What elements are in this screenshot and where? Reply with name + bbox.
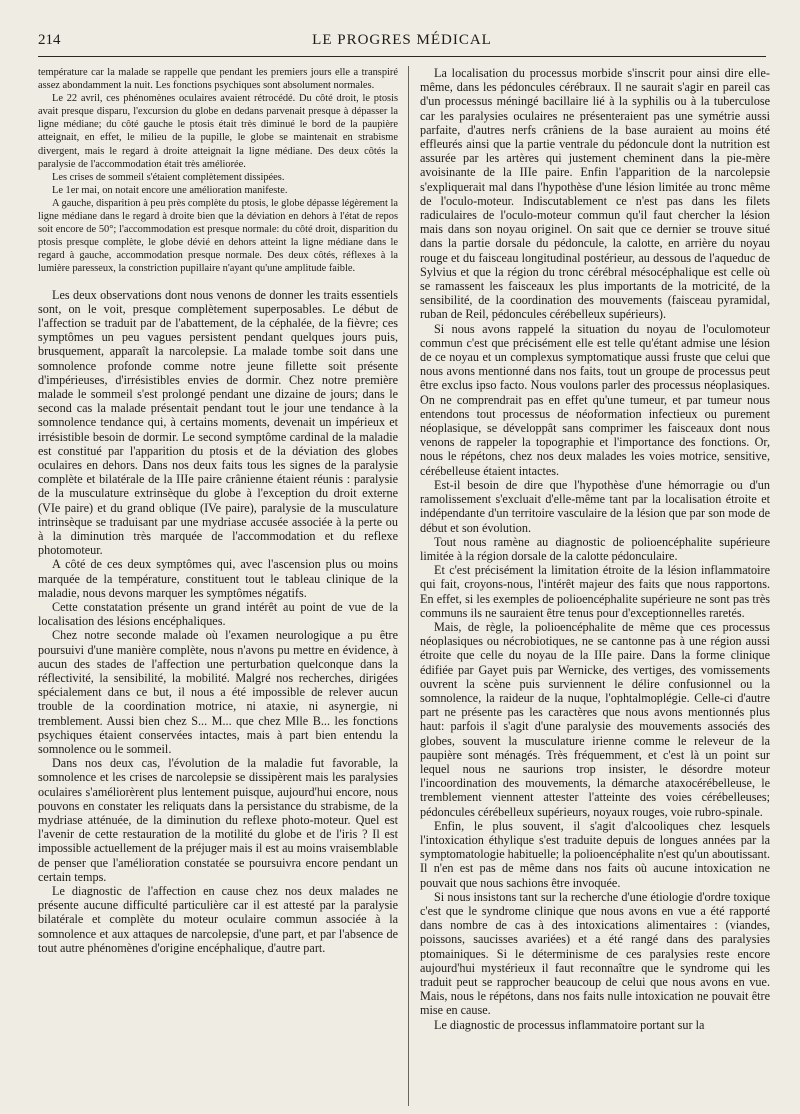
right-column (420, 66, 770, 1106)
paragraph: Si nous insistons tant sur la recherche d'une étiologie d'ordre toxique c'est que le syndrome clinique que nous avons en vue a été rapporté dans nombre de cas à des intoxications alimentaires : (viandes, poissons, saucisses avariées) et a été rangé dans des paralysies ptomainiques. Si le déterminisme de ces paralysies reste encore aujourd'hui mystérieux il faut reconnaître que le syndrome qui les traduit peut se rapprocher beaucoup de celui que nous avons en vue. Mais, nous le répétons, dans nos faits nulle intoxication ne pouvait être mise en cause. (420, 889, 770, 1018)
paragraph: Les deux observations dont nous venons de donner les traits essentiels sont, on le voit, presque complètement superposables. Le début de l'affection se traduit par de l'abattement, de la céphalée, de la fièvre; ces symptômes un peu vagues persistent pendant quelques jours puis, brusquement, apparaît la narcolepsie. La malade tombe soit dans une somnolence profonde comme notre jeune fillette soit présente d'impérieuses, d'irrésistibles envies de dormir. Chez notre première malade le sommeil s'est prolongé pendant une dizaine de jours; dans le second cas la malade présentait pendant tout le jour une tendance à la somnolence tendance qui, à certains moments, devenait un impérieux et irrésistible besoin de dormir. Le second symptôme cardinal de la maladie est constitué par l'apparition du ptosis et de la déviation des globes oculaires en dehors. Dans nos deux faits tous les signes de la paralysie complète et bilatérale de la IIIe paire crânienne étaient réunis : paralysie de la musculature extrinsèque du globe à l'exception du droit externe (VIe paire) et du grand oblique (IVe paire), paralysie de la musculature intrinsèque se traduisant par une mydriase accusée associée à la perte ou à la diminution très marquée de l'accommodation et du reflexe photomoteur. (38, 287, 398, 558)
paragraph: La localisation du processus morbide s'inscrit pour ainsi dire elle-même, dans les pédoncules cérébraux. Il ne saurait s'agir en pareil cas d'un processus méningé bacillaire lié à la syphilis ou à la tuberculose car les paralysies oculaires ne présenteraient pas une symétrie aussi parfaite, d'autres nerfs crâniens de la base auraient au moins été effleurés ainsi que la partie ventrale du pédoncule dont la nutrition est assurée par les artères qui justement cheminent dans la pie-mère avoisinante de la IIIe paire. Enfin l'apparition de la narcolepsie s'expliquerait mal dans l'hypothèse d'une lésion limitée au tronc même de l'oculo-moteur. Indiscutablement ce n'est pas dans les filets radiculaires de l'oculo-moteur commun qu'il faut chercher la lésion mais dans son noyau originel. On sait que ce dernier se trouve situé dans la partie dorsale du pédoncule, la calotte, en arrière du noyau rouge et du faisceau longitudinal postérieur, au dessous de l'aqueduc de Sylvius et que la région du tronc cérébral mésocéphalique est celle où se ramassent les faisceaux les plus importants de la motricité, de la sensibilité, de la coordination des mouvements (faisceau pyramidal, ruban de Reil, pédoncules cérébelleux supérieurs). (420, 66, 770, 322)
paragraph: Mais, de règle, la polioencéphalite de même que ces processus néoplasiques ou nécrobiotiques, ne se cantonne pas à une région aussi étroite que celle du noyau de la IIIe paire. Dans la forme clinique édifiée par Gayet puis par Wernicke, des vertiges, des vomissements ouvrent la scène puis surviennent le délire confusionnel ou la somnolence, la raideur de la nuque, l'ophtalmoplégie. Celle-ci d'autre part ne présente pas les caractères que nous avons mentionnés plus haut: parfois il s'agit d'une paralysie des mouvements associés des globes, souvent la musculature irienne comme le releveur de la paupière sont ménagés. Très fréquemment, et c'est là un point sur lequel nous ne saurions trop insister, le désordre moteur l'incoordination des mouvements, la démarche ataxocérébelleuse, le tremblement viennent attester l'atteinte des voies cérébelleuses; pédoncules cérébelleux supérieurs, noyaux rouges, voie rubro-spinale. (420, 619, 770, 819)
paragraph: Le 22 avril, ces phénomènes oculaires avaient rétrocédé. Du côté droit, le ptosis avait presque disparu, l'excursion du globe en dedans parvenait presque à dépasser la ligne médiane; du côté gauche le ptosis était très diminué le bord de la paupière atteignait, en effet, le milieu de la pupille, le globe se maintenait en strabisme divergent, mais le regard à droite atteignait la ligne médiane. Des deux côtés la paralysie de l'accommodation était très améliorée. (38, 93, 398, 170)
paragraph: Le diagnostic de processus inflammatoire portant sur la (434, 1017, 705, 1032)
paragraph: Et c'est précisément la limitation étroite de la lésion inflammatoire qui fait, croyons-nous, l'intérêt majeur des faits que nous rapportons. En effet, si les exemples de polioencéphalite supérieure ne sont pas très communs ils ne sauraient être tenus pour d'exceptionnelles raretés. (420, 563, 770, 620)
discussion-text (38, 288, 398, 956)
page-number: 214 (38, 32, 61, 48)
left-column (38, 66, 398, 1106)
case-report-text (38, 66, 398, 276)
paragraph: Les crises de sommeil s'étaient complètement dissipées. (52, 171, 285, 183)
paragraph: Est-il besoin de dire que l'hypothèse d'une hémorragie ou d'un ramolissement s'excluait d'elle-même tant par la localisation étroite et indépendante d'un territoire vasculaire de la lésion que par son mode de début et son évolution. (420, 477, 770, 535)
paragraph: Cette constatation présente un grand intérêt au point de vue de la localisation des lésions encéphaliques. (38, 599, 398, 629)
paragraph: Enfin, le plus souvent, il s'agit d'alcooliques chez lesquels l'intoxication éthylique s'est traduite depuis de longues années par la symptomatologie habituelle; la polioencéphalite n'est qu'un aboutissant. Il n'en est pas de même dans nos faits où aucune intoxication ne pouvait que nous sachions être invoquée. (420, 818, 770, 890)
paragraph: Tout nous ramène au diagnostic de polioencéphalite supérieure limitée à la région dorsale de la calotte pédonculaire. (420, 534, 770, 563)
paragraph: température car la malade se rappelle que pendant les premiers jours elle a transpiré assez abondamment la nuit. Les fonctions psychiques sont absolument normales. (38, 67, 398, 92)
paragraph: Chez notre seconde malade où l'examen neurologique a pu être poursuivi d'une manière complète, nous n'avons pu mettre en évidence, à aucun des stades de l'affection une perturbation quelconque dans la réflectivité, la sensibilité, la mobilité. Malgré nos recherches, dirigées spécialement dans ce but, il nous a été impossible de relever aucun trouble de la coordination motrice, ni ataxie, ni asynergie, ni tremblement. Aussi bien chez S... M... que chez Mlle B... les fonctions psychiques étaient conservées intactes, mais à part bien entendu la somnolence ou le sommeil. (38, 628, 398, 756)
paragraph: A gauche, disparition à peu près complète du ptosis, le globe dépasse légèrement la ligne médiane dans le regard à droite bien que la déviation en dehors à l'état de repos soit encore de 50°; l'accommodation est presque normale: du côté droit, disparition du ptosis presque complète, le globe dévié en dehors atteint la ligne médiane dans le regard à gauche, accommodation presque normale. Des deux côtés, réflexes à la lumière paresseux, la constriction pupillaire n'ayant qu'une amplitude faible. (38, 197, 398, 275)
paragraph: A côté de ces deux symptômes qui, avec l'ascension plus ou moins marquée de la température, constituent tout le tableau clinique de la maladie, nous devons marquer les symptômes négatifs. (38, 557, 398, 600)
paragraph: Dans nos deux cas, l'évolution de la maladie fut favorable, la somnolence et les crises de narcolepsie se dissipèrent mais les paralysies oculaires s'améliorèrent plus lentement puisque, aujourd'hui encore, nous pouvons en constater les reliquats dans la persistance du strabisme, de la mydriase atténuée, de la diminution du reflexe photo-moteur. Quel est l'avenir de cette restauration de la motilité du globe et de l'iris ? Il est impossible actuellement de la préjuger mais il est au moins vraisemblable de penser que l'amélioration constatée se poursuivra encore pendant un certain temps. (38, 756, 398, 884)
running-header (38, 30, 766, 57)
paragraph: Si nous avons rappelé la situation du noyau de l'oculomoteur commun c'est que précisément elle est telle qu'étant admise une lésion de ce noyau et un complexus symptomatique aussi fruste que celui que nous avons mentionné dans nos faits, tout un groupe de processus peut être exclus ipso facto. Nous voulons parler des processus néoplasiques. On ne comprendrait pas en effet qu'une tumeur, et par tumeur nous entendons tout processus de néoformation infectieux ou purement néoplasique, se développât sans comprimer les faisceaux dont nous venons de rappeler la topographie et l'importance des fonctions. Or, nous le répétons, chez nos deux malades les voies motrice, sensitive, cérébelleuse étaient intactes. (420, 321, 770, 478)
paragraph: Le 1er mai, on notait encore une amélioration manifeste. (52, 184, 288, 196)
journal-title: LE PROGRES MÉDICAL (312, 32, 492, 48)
paragraph: Le diagnostic de l'affection en cause chez nos deux malades ne présente aucune difficulté particulière car il est attesté par la paralysie bilatérale et complète du moteur oculaire commun associée à la somnolence et aux attaques de narcolepsie, d'une part, et par l'absence de tout autre phénomènes d'origine encéphalique, d'autre part. (38, 884, 398, 955)
column-divider (408, 66, 409, 1106)
